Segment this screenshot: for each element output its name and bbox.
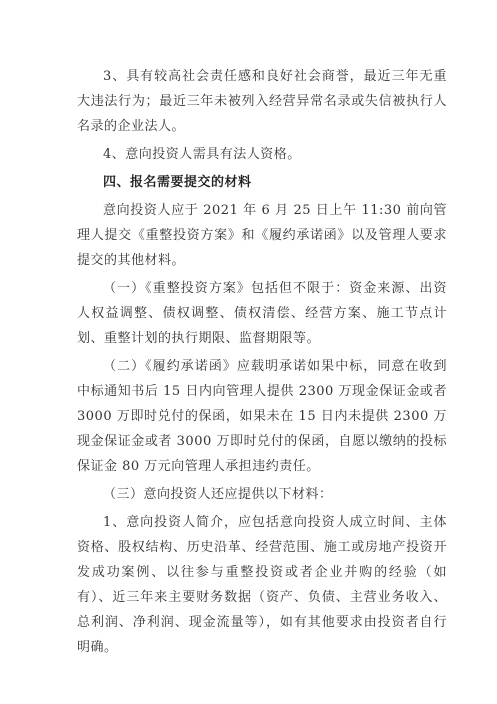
paragraph-requirement-4: 4、意向投资人需具有法人资格。 bbox=[103, 147, 301, 162]
paragraph-commitment-letter: （二）《履约承诺函》应载明承诺如果中标，同意在收到中标通知书后 15 日内向管理人提供 2300 万现金保证金或者 3000 万即时兑付的保函，如果未在 15 日内未提供 2300 万现金保证金或者 3000 万即时兑付的保函，自愿以缴纳的投标保证金 80 万元向管理人承担违约责任。 bbox=[77, 359, 447, 474]
document-body bbox=[77, 64, 447, 663]
section-heading-materials: 四、报名需要提交的材料 bbox=[103, 175, 252, 190]
paragraph-submission-deadline: 意向投资人应于 2021 年 6 月 25 日上午 11:30 前向管理人提交《重整投资方案》和《履约承诺函》以及管理人要求提交的其他材料。 bbox=[77, 203, 447, 268]
paragraph-investment-plan: （一）《重整投资方案》包括但不限于：资金来源、出资人权益调整、债权调整、债权清偿、经营方案、施工节点计划、重整计划的执行期限、监督期限等。 bbox=[77, 281, 447, 346]
paragraph-requirement-3: 3、具有较高社会责任感和良好社会商誉，最近三年无重大违法行为；最近三年未被列入经营异常名录或失信被执行人名录的企业法人。 bbox=[77, 69, 447, 134]
paragraph-other-materials: （三）意向投资人还应提供以下材料： bbox=[103, 487, 333, 502]
paragraph-investor-profile: 1、意向投资人简介，应包括意向投资人成立时间、主体资格、股权结构、历史沿革、经营范围、施工或房地产投资开发成功案例、以往参与重整投资或者企业并购的经验（如有）、近三年来主要财务数据（资产、负债、主营业务收入、总利润、净利润、现金流量等），如有其他要求由投资者自行明确。 bbox=[77, 515, 447, 655]
